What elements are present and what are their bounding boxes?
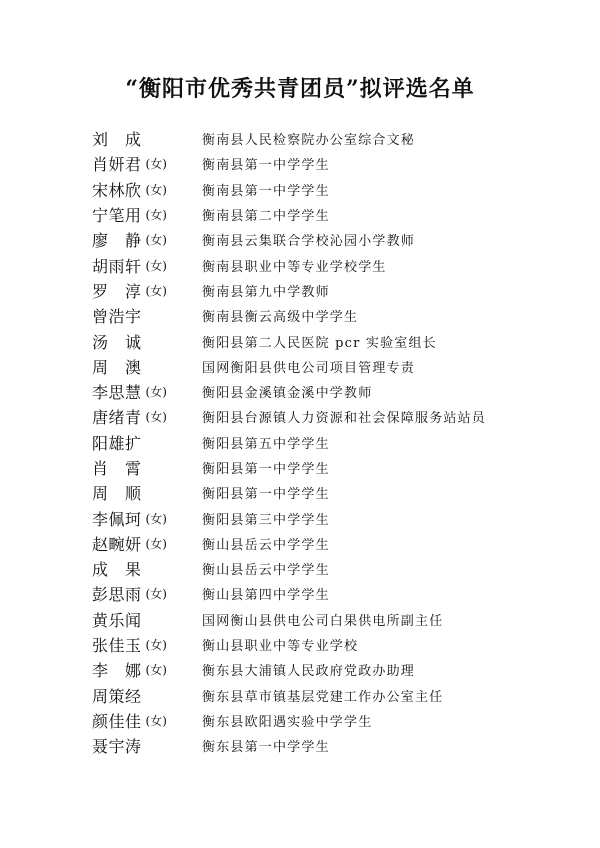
name-cell (92, 228, 202, 251)
gender-mark: (女) (145, 511, 167, 526)
name-cell (92, 633, 202, 656)
name-cell (92, 203, 202, 226)
candidate-name: 阳雄扩 (92, 433, 142, 453)
candidate-name: 胡雨轩 (92, 256, 142, 276)
list-item (92, 683, 562, 708)
gender-mark: (女) (145, 663, 167, 678)
list-item (92, 202, 562, 227)
name-cell (92, 658, 202, 681)
candidate-name: 张佳玉 (92, 636, 142, 656)
name-cell (92, 152, 202, 175)
candidate-name: 宁笔用 (92, 206, 142, 226)
candidate-name: 周 澳 (92, 357, 142, 377)
gender-mark: (女) (145, 233, 167, 248)
candidate-unit: 衡阳县第三中学学生 (202, 512, 330, 528)
name-cell (92, 304, 202, 327)
candidate-name: 聂宇涛 (92, 737, 142, 757)
candidate-name: 廖 静 (92, 231, 142, 251)
candidate-unit: 衡山县岳云中学学生 (202, 563, 330, 579)
gender-mark: (女) (145, 587, 167, 602)
list-item (92, 328, 562, 353)
candidate-unit: 国网衡山县供电公司白果供电所副主任 (202, 613, 444, 629)
candidate-unit: 衡山县第四中学学生 (202, 588, 330, 604)
list-item (92, 733, 562, 758)
candidate-name: 黄乐闻 (92, 610, 142, 630)
candidate-unit: 衡阳县第二人民医院 pcr 实验室组长 (202, 335, 437, 351)
candidate-name: 成 果 (92, 560, 142, 580)
gender-mark: (女) (145, 385, 167, 400)
list-item (92, 708, 562, 733)
name-cell (92, 355, 202, 378)
name-cell (92, 380, 202, 403)
candidate-name: 李 娜 (92, 661, 142, 681)
name-cell (92, 608, 202, 631)
page-title: “衡阳市优秀共青团员”拟评选名单 (125, 76, 475, 102)
candidate-name: 宋林欣 (92, 180, 142, 200)
candidate-unit: 国网衡阳县供电公司项目管理专责 (202, 360, 416, 376)
candidate-unit: 衡阳县第一中学学生 (202, 487, 330, 503)
name-cell (92, 405, 202, 428)
list-item (92, 126, 562, 151)
list-item (92, 581, 562, 606)
gender-mark: (女) (145, 410, 167, 425)
candidate-unit: 衡山县岳云中学学生 (202, 537, 330, 553)
list-item (92, 278, 562, 303)
name-cell (92, 254, 202, 277)
candidate-unit: 衡南县第二中学学生 (202, 209, 330, 225)
candidate-name: 周策经 (92, 686, 142, 706)
list-item (92, 151, 562, 176)
list-item (92, 632, 562, 657)
list-item (92, 657, 562, 682)
gender-mark: (女) (145, 157, 167, 172)
candidate-name: 肖妍君 (92, 155, 142, 175)
gender-mark: (女) (145, 283, 167, 298)
list-item (92, 303, 562, 328)
gender-mark: (女) (145, 713, 167, 728)
candidate-name: 唐绪青 (92, 408, 142, 428)
name-cell (92, 330, 202, 353)
list-item (92, 607, 562, 632)
candidate-unit: 衡东县草市镇基层党建工作办公室主任 (202, 689, 444, 705)
name-cell (92, 279, 202, 302)
candidate-unit: 衡南县第九中学教师 (202, 284, 330, 300)
list-item (92, 227, 562, 252)
candidate-unit: 衡东县大浦镇人民政府党政办助理 (202, 664, 416, 680)
list-item (92, 505, 562, 530)
name-cell (92, 582, 202, 605)
name-cell (92, 709, 202, 732)
candidate-unit: 衡阳县第五中学学生 (202, 436, 330, 452)
name-cell (92, 532, 202, 555)
name-cell (92, 456, 202, 479)
candidate-unit: 衡东县欧阳遇实验中学学生 (202, 714, 373, 730)
list-item (92, 430, 562, 455)
candidate-unit: 衡南县第一中学学生 (202, 158, 330, 174)
candidate-name: 肖 霄 (92, 459, 142, 478)
candidate-name: 李佩珂 (92, 509, 142, 529)
list-item (92, 379, 562, 404)
gender-mark: (女) (145, 638, 167, 653)
candidate-name: 周 顺 (92, 484, 142, 504)
list-item (92, 556, 562, 581)
name-cell (92, 557, 202, 580)
list-item (92, 531, 562, 556)
name-cell (92, 178, 202, 201)
candidate-list (92, 126, 562, 758)
candidate-unit: 衡阳县台源镇人力资源和社会保障服务站站员 (202, 411, 487, 427)
candidate-name: 曾浩宇 (92, 307, 142, 327)
candidate-unit: 衡南县衡云高级中学学生 (202, 310, 359, 326)
candidate-name: 罗 淳 (92, 281, 142, 301)
candidate-unit: 衡山县职业中等专业学校 (202, 639, 359, 655)
candidate-unit: 衡南县职业中等专业学校学生 (202, 259, 387, 275)
gender-mark: (女) (145, 258, 167, 273)
candidate-unit: 衡南县云集联合学校沁园小学教师 (202, 234, 416, 250)
name-cell (92, 734, 202, 757)
name-cell (92, 684, 202, 707)
gender-mark: (女) (145, 536, 167, 551)
list-item (92, 455, 562, 480)
list-item (92, 404, 562, 429)
list-item (92, 252, 562, 277)
name-cell (92, 431, 202, 454)
candidate-unit: 衡东县第一中学学生 (202, 740, 330, 756)
list-item (92, 177, 562, 202)
candidate-unit: 衡南县人民检察院办公室综合文秘 (202, 133, 416, 149)
candidate-unit: 衡阳县第一中学学生 (202, 462, 330, 477)
candidate-name: 颜佳佳 (92, 711, 142, 731)
gender-mark: (女) (145, 182, 167, 197)
candidate-name: 赵畹妍 (92, 534, 142, 554)
candidate-unit: 衡南县第一中学学生 (202, 183, 330, 199)
candidate-name: 李思慧 (92, 383, 142, 403)
gender-mark: (女) (145, 208, 167, 223)
candidate-name: 刘 成 (92, 130, 142, 150)
list-item (92, 480, 562, 505)
name-cell (92, 127, 202, 150)
name-cell (92, 507, 202, 530)
candidate-unit: 衡阳县金溪镇金溪中学教师 (202, 386, 373, 402)
candidate-name: 汤 诚 (92, 332, 142, 352)
name-cell (92, 481, 202, 504)
list-item (92, 354, 562, 379)
candidate-name: 彭思雨 (92, 585, 142, 605)
